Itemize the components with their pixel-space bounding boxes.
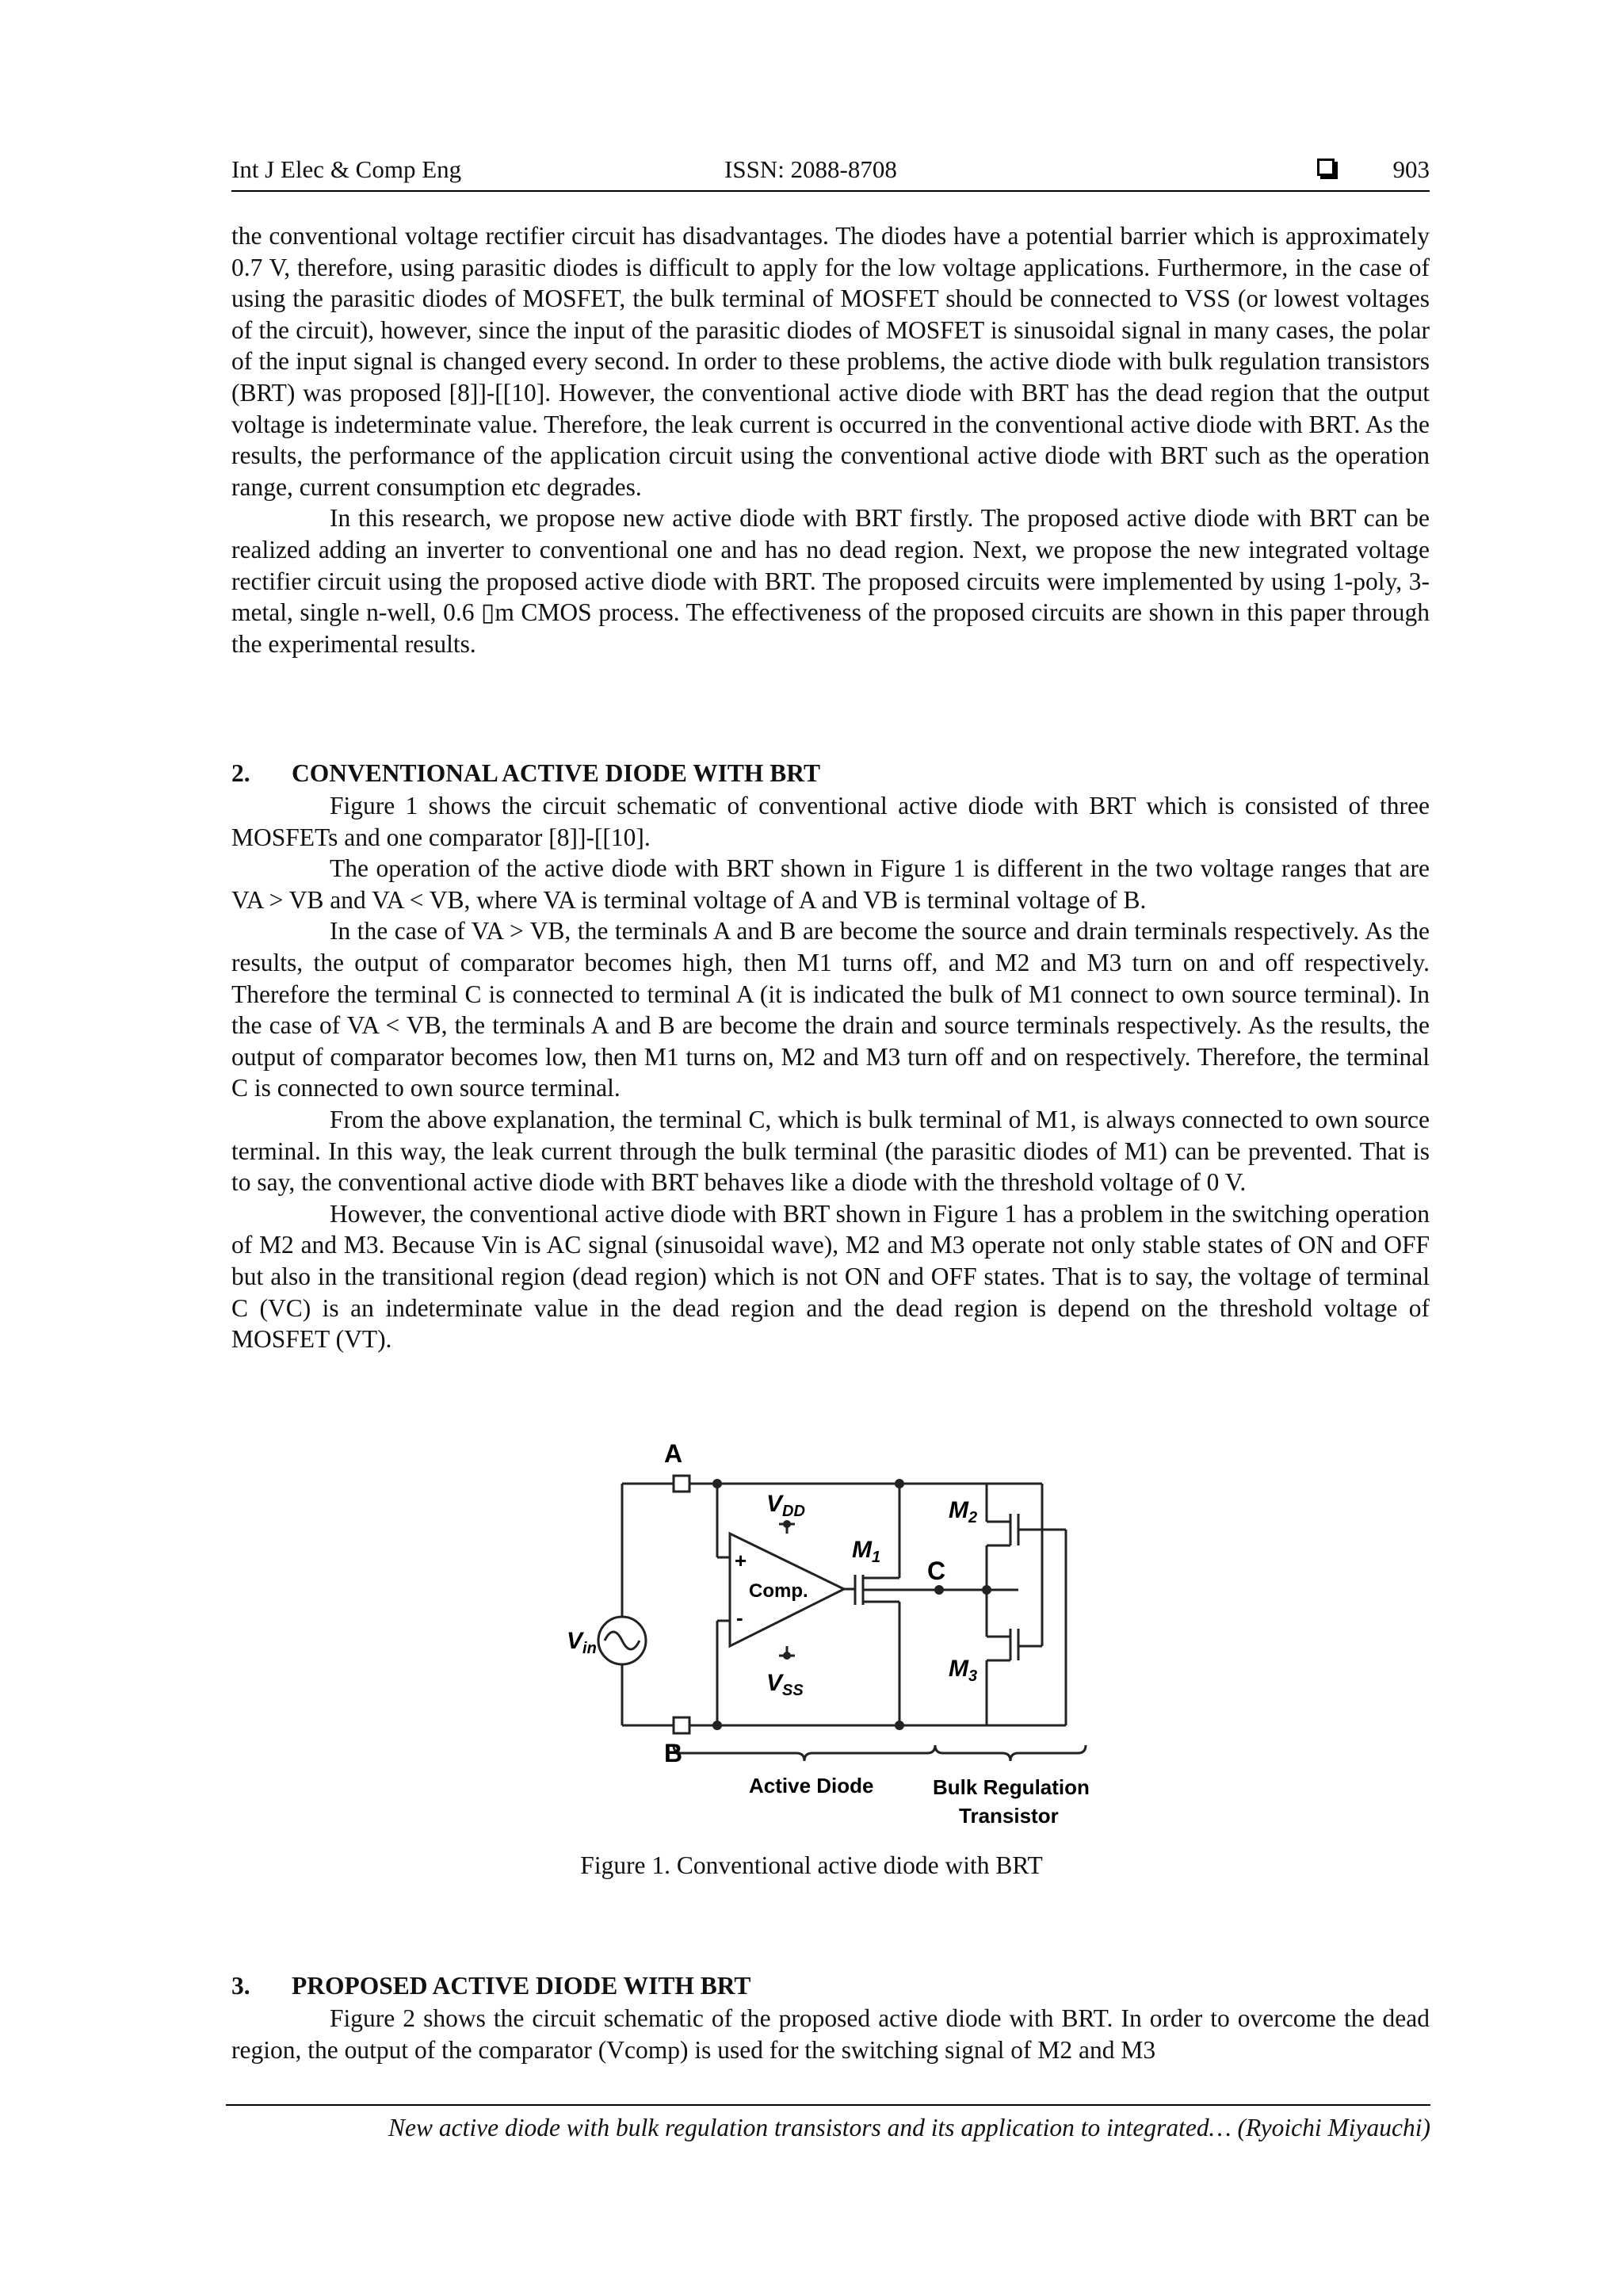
running-header — [231, 155, 1430, 192]
plus-label: + — [735, 1549, 747, 1572]
svg-text:Vin — [567, 1628, 597, 1657]
label-a: A — [664, 1439, 683, 1468]
svg-text:VDD — [766, 1491, 805, 1520]
section2-text — [231, 790, 1430, 1355]
paragraph: The operation of the active diode with BRT shown in Figure 1 is different in the two voltage ranges that are VA > VB and VA < VB, where VA is terminal voltage of A and VB is terminal voltage of B. — [231, 854, 1430, 914]
running-footer: New active diode with bulk regulation transistors and its application to integrated… (Ryoichi Miyauchi) — [226, 2104, 1430, 2142]
section-title: CONVENTIONAL ACTIVE DIODE WITH BRT — [292, 759, 820, 787]
active-diode-label: Active Diode — [749, 1774, 874, 1797]
m2-sub: 2 — [968, 1509, 978, 1526]
bulk-label-1: Bulk Regulation — [933, 1775, 1090, 1799]
paragraph: However, the conventional active diode with BRT shown in Figure 1 has a problem in the switching operation of M2 and M3. Because Vin is AC signal (sinusoidal wave), M2 and M3 operate not only stable states of ON and OFF but also in the transitional region (dead region) which is not ON and OFF states. That is to say, the voltage of terminal C (VC) is an indeterminate value in the dead region and the dead region is depend on the threshold voltage of MOSFET (VT). — [231, 1199, 1430, 1354]
svg-text:M1 — [852, 1537, 880, 1566]
comp-label: Comp. — [749, 1580, 808, 1602]
section-title: PROPOSED ACTIVE DIODE WITH BRT — [292, 1972, 751, 2000]
svg-text:M2 — [949, 1497, 977, 1526]
paragraph: In this research, we propose new active diode with BRT firstly. The proposed active diode with BRT can be realized adding an inverter to conventional one and has no dead region. Next, we propose the new integrated voltage rectifier circuit using the proposed active diode with BRT. The proposed circuits were implemented by using 1-poly, 3-metal, single n-well, 0.6 ▯m CMOS process. The effectiveness of the proposed circuits are shown in this paper through the experimental results. — [231, 504, 1430, 658]
vss-label: V — [766, 1670, 783, 1696]
section-number: 3. — [231, 1972, 250, 2000]
paragraph: From the above explanation, the terminal C, which is bulk terminal of M1, is always connected to own source terminal. In this way, the leak current through the bulk terminal (the parasitic diodes of M1) can be prevented. That is to say, the conventional active diode with BRT behaves like a diode with the threshold voltage of 0 V. — [231, 1105, 1430, 1197]
vdd-sub: DD — [782, 1503, 805, 1520]
m2-label: M — [949, 1497, 968, 1523]
section-heading — [231, 1972, 750, 2000]
intro-text — [231, 220, 1430, 659]
vdd-label: V — [766, 1491, 783, 1517]
m3-label: M — [949, 1656, 968, 1682]
terminal-a — [674, 1476, 689, 1492]
circuit-diagram — [567, 1438, 1106, 1835]
paragraph: Figure 2 shows the circuit schematic of the proposed active diode with BRT. In order to overcome the dead region, the output of the comparator (Vcomp) is used for the switching signal of M2 and M3 — [231, 2004, 1430, 2064]
page-number: 903 — [1392, 155, 1430, 183]
label-c: C — [927, 1557, 946, 1585]
section-heading — [231, 759, 820, 788]
vin-sub: in — [582, 1640, 597, 1657]
journal-name: Int J Elec & Comp Eng — [231, 155, 462, 183]
box-icon — [1317, 159, 1335, 176]
label-b: B — [664, 1739, 683, 1767]
section-number: 2. — [231, 759, 250, 787]
section3-text — [231, 2003, 1430, 2065]
paragraph: In the case of VA > VB, the terminals A and B are become the source and drain terminals respectively. As the results, the output of comparator becomes high, then M1 turns off, and M2 and M3 turn on and off respectively. Therefore the terminal C is connected to terminal A (it is indicated the bulk of M1 connect to own source terminal). In the case of VA < VB, the terminals A and B are become the drain and source terminals respectively. As the results, the output of comparator becomes low, then M1 turns on, M2 and M3 turn off and on respectively. Therefore, the terminal C is connected to own source terminal. — [231, 917, 1430, 1102]
paragraph: the conventional voltage rectifier circuit has disadvantages. The diodes have a potential barrier which is approximately 0.7 V, therefore, using parasitic diodes is difficult to apply for the low voltage applications. Furthermore, in the case of using the parasitic diodes of MOSFET, the bulk terminal of MOSFET should be connected to VSS (or lowest voltages of the circuit), however, since the input of the parasitic diodes of MOSFET is sinusoidal signal in many cases, the polar of the input signal is changed every second. In order to these problems, the active diode with bulk regulation transistors (BRT) was proposed [8]]-[[10]. However, the conventional active diode with BRT has the dead region that the output voltage is indeterminate value. Therefore, the leak current is occurred in the conventional active diode with BRT. As the results, the performance of the application circuit using the conventional active diode with BRT such as the operation range, current consumption etc degrades. — [231, 222, 1430, 501]
minus-label: - — [736, 1606, 743, 1629]
vss-sub: SS — [782, 1682, 804, 1699]
terminal-b — [674, 1717, 689, 1733]
m3-sub: 3 — [968, 1668, 978, 1685]
svg-text:VSS — [766, 1670, 804, 1699]
figure-1-schematic — [567, 1438, 1106, 1835]
figure-caption: Figure 1. Conventional active diode with BRT — [580, 1851, 1043, 1879]
m1-label: M — [852, 1537, 872, 1563]
issn: ISSN: 2088-8708 — [724, 155, 897, 183]
svg-text:M3 — [949, 1656, 977, 1685]
m1-sub: 1 — [872, 1549, 881, 1566]
paragraph: Figure 1 shows the circuit schematic of conventional active diode with BRT which is consisted of three MOSFETs and one comparator [8]]-[[10]. — [231, 792, 1430, 851]
vin-label: V — [567, 1628, 583, 1654]
bulk-label-2: Transistor — [959, 1804, 1059, 1828]
